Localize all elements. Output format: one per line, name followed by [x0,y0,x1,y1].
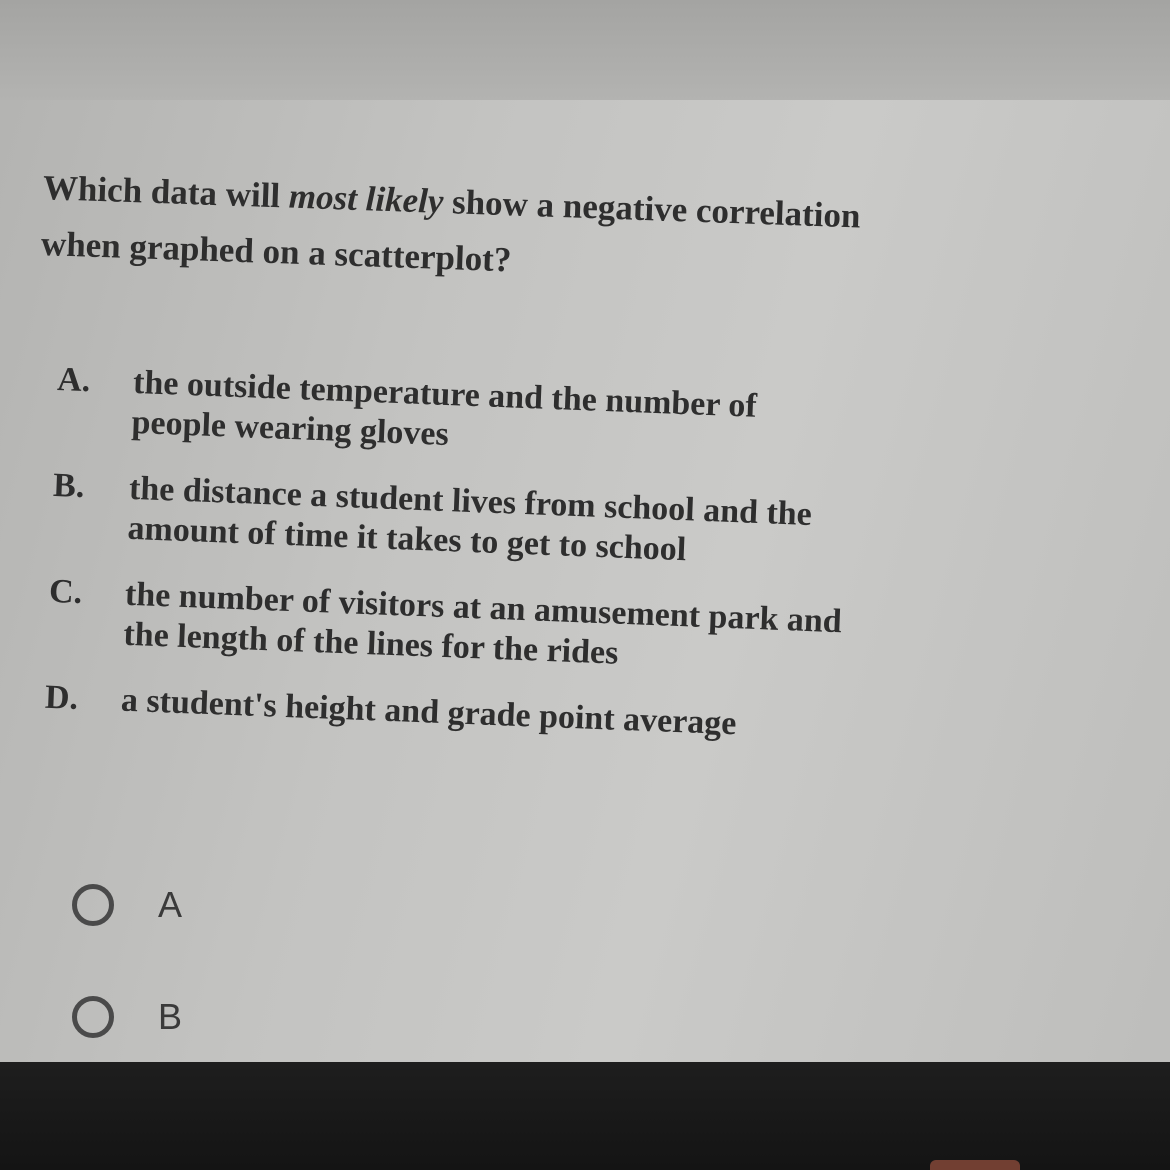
question-emphasis: most likely [288,176,445,221]
choice-text: the number of visitors at an amusement park and the length of the lines for the rides [122,575,843,672]
choice-letter: C. [48,572,83,612]
choice-letter: A. [56,360,91,400]
choice-d [44,678,865,749]
choice-c [47,572,869,683]
question-suffix: show a negative correlation when graphed on a scatterplot? [40,181,862,280]
choice-letter: B. [52,466,86,506]
radio-label[interactable]: A [158,884,183,925]
radio-label[interactable]: B [158,996,183,1037]
choice-text: the distance a student lives from school and the amount of time it takes to get to school [126,469,813,569]
top-bar [0,0,1170,100]
radio-circle-icon[interactable] [72,884,114,926]
choice-letter: D. [44,678,79,718]
question-text [40,160,863,301]
choice-text: the outside temperature and the number of people wearing gloves [130,363,758,454]
power-light-icon [930,1160,1020,1170]
choice-b [51,466,873,577]
choice-list [43,360,877,775]
question-prefix: Which data will [42,167,290,216]
answer-option-a[interactable] [72,875,372,935]
choice-a [55,360,877,471]
choice-text: a student's height and grade point average [120,681,738,743]
monitor-bezel [0,1062,1170,1170]
answer-option-b[interactable] [72,987,372,1047]
radio-circle-icon[interactable] [72,996,114,1038]
